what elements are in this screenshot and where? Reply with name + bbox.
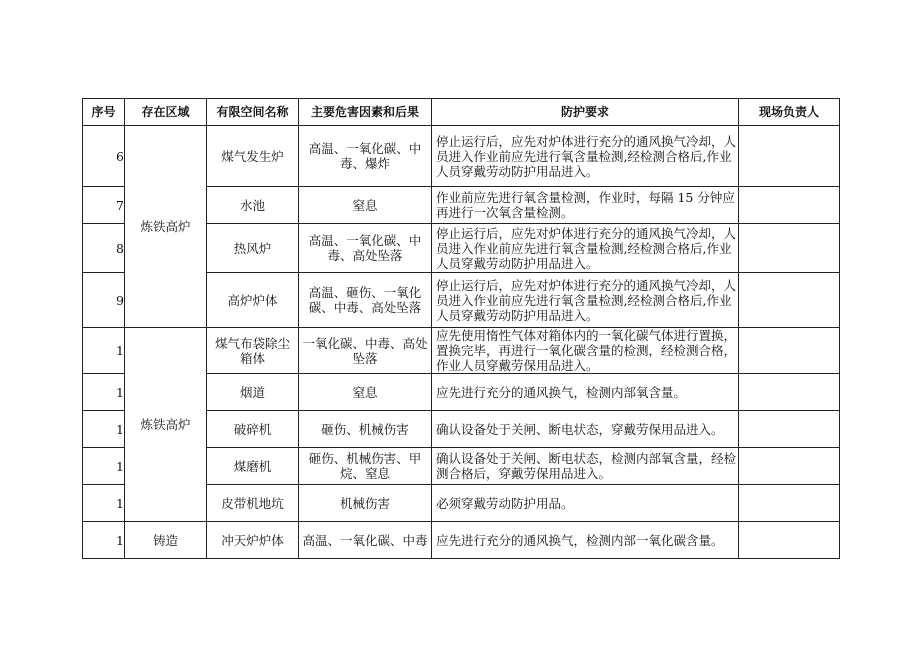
owner-cell <box>739 273 840 328</box>
hazard-cell: 砸伤、机械伤害、甲烷、窒息 <box>299 448 432 485</box>
hazard-cell: 一氧化碳、中毒、高处坠落 <box>299 328 432 374</box>
hazard-table <box>82 98 840 559</box>
protection-cell: 停止运行后，应先对炉体进行充分的通风换气冷却，人员进入作业前应先进行氧含量检测,经检测合格后,作业人员穿戴劳动防护用品进入。 <box>432 224 739 273</box>
space-name: 破碎机 <box>207 411 299 448</box>
hazard-cell: 高温、砸伤、一氧化碳、中毒、高处坠落 <box>299 273 432 328</box>
owner-cell <box>739 187 840 224</box>
protection-cell: 确认设备处于关闸、断电状态，穿戴劳保用品进入。 <box>432 411 739 448</box>
area-cell: 炼铁高炉 <box>125 328 207 522</box>
protection-cell: 停止运行后，应先对炉体进行充分的通风换气冷却，人员进入作业前应先进行氧含量检测,经检测合格后,作业人员穿戴劳动防护用品进入。 <box>432 126 739 187</box>
space-name: 热风炉 <box>207 224 299 273</box>
hazard-cell: 高温、一氧化碳、中毒 <box>299 522 432 559</box>
protection-cell: 作业前应先进行氧含量检测，作业时，每隔 15 分钟应再进行一次氧含量检测。 <box>432 187 739 224</box>
row-number: 1 <box>83 522 125 559</box>
protection-cell: 确认设备处于关闸、断电状态，检测内部氧含量，经检测合格后，穿戴劳保用品进入。 <box>432 448 739 485</box>
area-cell: 铸造 <box>125 522 207 559</box>
hazard-cell: 砸伤、机械伤害 <box>299 411 432 448</box>
table-header-row <box>83 99 840 126</box>
table-row <box>83 328 840 374</box>
owner-cell <box>739 224 840 273</box>
hazard-cell: 窒息 <box>299 187 432 224</box>
space-name: 皮带机地坑 <box>207 485 299 522</box>
row-number: 9 <box>83 273 125 328</box>
protection-cell: 必须穿戴劳动防护用品。 <box>432 485 739 522</box>
row-number: 1 <box>83 328 125 374</box>
row-number: 8 <box>83 224 125 273</box>
header-space-name: 有限空间名称 <box>207 99 299 126</box>
owner-cell <box>739 374 840 411</box>
header-hazard: 主要危害因素和后果 <box>299 99 432 126</box>
hazard-cell: 高温、一氧化碳、中毒、爆炸 <box>299 126 432 187</box>
header-owner: 现场负责人 <box>739 99 840 126</box>
owner-cell <box>739 448 840 485</box>
header-no: 序号 <box>83 99 125 126</box>
space-name: 煤磨机 <box>207 448 299 485</box>
header-area: 存在区域 <box>125 99 207 126</box>
owner-cell <box>739 126 840 187</box>
hazard-cell: 窒息 <box>299 374 432 411</box>
row-number: 1 <box>83 448 125 485</box>
owner-cell <box>739 522 840 559</box>
header-protection: 防护要求 <box>432 99 739 126</box>
table-row <box>83 126 840 187</box>
space-name: 冲天炉炉体 <box>207 522 299 559</box>
owner-cell <box>739 328 840 374</box>
space-name: 水池 <box>207 187 299 224</box>
protection-cell: 应先进行充分的通风换气，检测内部氧含量。 <box>432 374 739 411</box>
space-name: 煤气布袋除尘箱体 <box>207 328 299 374</box>
row-number: 1 <box>83 374 125 411</box>
owner-cell <box>739 485 840 522</box>
space-name: 高炉炉体 <box>207 273 299 328</box>
owner-cell <box>739 411 840 448</box>
protection-cell: 应先进行充分的通风换气，检测内部一氧化碳含量。 <box>432 522 739 559</box>
area-cell: 炼铁高炉 <box>125 126 207 328</box>
space-name: 煤气发生炉 <box>207 126 299 187</box>
row-number: 7 <box>83 187 125 224</box>
protection-cell: 应先使用惰性气体对箱体内的一氧化碳气体进行置换，置换完毕，再进行一氧化碳含量的检测，经检测合格，作业人员穿戴劳保用品进入。 <box>432 328 739 374</box>
protection-cell: 停止运行后，应先对炉体进行充分的通风换气冷却，人员进入作业前应先进行氧含量检测,经检测合格后,作业人员穿戴劳动防护用品进入。 <box>432 273 739 328</box>
table-row <box>83 522 840 559</box>
row-number: 1 <box>83 485 125 522</box>
space-name: 烟道 <box>207 374 299 411</box>
hazard-cell: 机械伤害 <box>299 485 432 522</box>
hazard-cell: 高温、一氧化碳、中毒、高处坠落 <box>299 224 432 273</box>
row-number: 1 <box>83 411 125 448</box>
row-number: 6 <box>83 126 125 187</box>
